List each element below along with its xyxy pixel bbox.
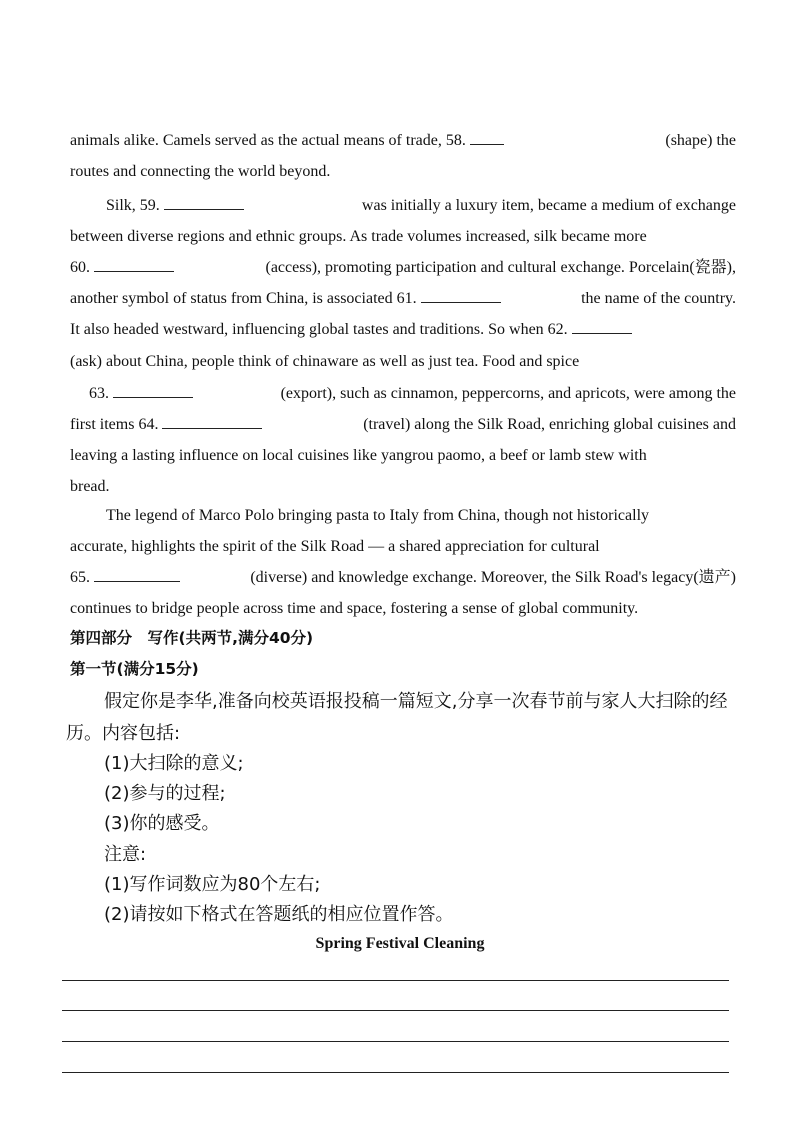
passage-line-1: [70, 125, 736, 156]
answer-line: [62, 1072, 729, 1073]
passage-text: (ask) about China, people think of chinaware as well as just tea. Food and spice: [70, 353, 580, 370]
passage-line-8: [70, 346, 736, 377]
passage-text: (export), such as cinnamon, peppercorns, and apricots, were among the: [280, 385, 736, 402]
passage-text: the name of the country.: [581, 290, 736, 307]
passage-text: 60.: [70, 259, 90, 276]
prompt-line-2: 历。内容包括:: [66, 723, 181, 744]
passage-line-14: [70, 531, 736, 562]
answer-blank-65: [94, 567, 180, 582]
passage-line-4: [70, 221, 736, 252]
passage-text: 63.: [89, 385, 109, 402]
passage-text: leaving a lasting influence on local cuisines like yangrou paomo, a beef or lamb stew with: [70, 447, 647, 464]
passage-text: between diverse regions and ethnic groups. As trade volumes increased, silk became more: [70, 228, 647, 245]
passage-text: bread.: [70, 478, 110, 495]
passage-line-11: [70, 440, 736, 471]
passage-line-13: [106, 500, 736, 531]
notes-label: 注意:: [104, 844, 147, 865]
passage-line-6: [70, 283, 736, 314]
passage-text: another symbol of status from China, is associated 61.: [70, 290, 417, 307]
prompt-line-1: 假定你是李华,准备向校英语报投稿一篇短文,分享一次春节前与家人大扫除的经: [104, 691, 728, 712]
passage-text: was initially a luxury item, became a medium of exchange: [361, 197, 736, 214]
passage-text: Silk, 59.: [106, 197, 160, 214]
content-point-2: (2)参与的过程;: [104, 783, 226, 804]
essay-title: Spring Festival Cleaning: [315, 935, 485, 952]
answer-blank-59: [164, 195, 244, 210]
passage-text: (travel) along the Silk Road, enriching global cuisines and: [363, 416, 736, 433]
passage-text: animals alike. Camels served as the actual means of trade, 58.: [70, 132, 466, 149]
answer-blank-63: [113, 383, 193, 398]
passage-text: routes and connecting the world beyond.: [70, 163, 331, 180]
passage-text: 65.: [70, 569, 90, 586]
passage-text: first items 64.: [70, 416, 159, 433]
passage-text: (access), promoting participation and cultural exchange. Porcelain(瓷器),: [265, 259, 736, 276]
passage-text: The legend of Marco Polo bringing pasta to Italy from China, though not historically: [106, 507, 650, 524]
passage-line-2: [70, 156, 736, 187]
content-point-3: (3)你的感受。: [104, 813, 220, 834]
passage-text: accurate, highlights the spirit of the Silk Road — a shared appreciation for cultural: [70, 538, 600, 555]
answer-blank-64: [162, 414, 262, 429]
passage-line-10: [70, 409, 736, 440]
passage-line-15: [70, 562, 736, 593]
passage-text: It also headed westward, influencing global tastes and traditions. So when 62.: [70, 321, 568, 338]
passage-line-9: [89, 378, 736, 409]
passage-line-3: [106, 190, 736, 221]
answer-blank-61: [421, 288, 501, 303]
writing-section-heading: 第一节(满分15分): [70, 660, 199, 678]
passage-text: continues to bridge people across time and space, fostering a sense of global community.: [70, 600, 639, 617]
passage-text: (shape) the: [665, 132, 736, 149]
note-2: (2)请按如下格式在答题纸的相应位置作答。: [104, 904, 454, 925]
passage-line-12: [70, 471, 736, 502]
passage-line-5: [70, 252, 736, 283]
answer-blank-62: [572, 319, 632, 334]
passage-line-16: [70, 593, 736, 624]
content-point-1: (1)大扫除的意义;: [104, 753, 244, 774]
answer-line: [62, 1010, 729, 1011]
answer-blank-60: [94, 257, 174, 272]
note-1: (1)写作词数应为80个左右;: [104, 874, 321, 895]
passage-line-7: [70, 314, 736, 345]
answer-line: [62, 1041, 729, 1042]
passage-text: (diverse) and knowledge exchange. Moreover, the Silk Road's legacy(遗产): [250, 569, 736, 586]
answer-blank-58: [470, 130, 504, 145]
writing-part-heading: 第四部分 写作(共两节,满分40分): [70, 629, 314, 647]
answer-line: [62, 980, 729, 981]
